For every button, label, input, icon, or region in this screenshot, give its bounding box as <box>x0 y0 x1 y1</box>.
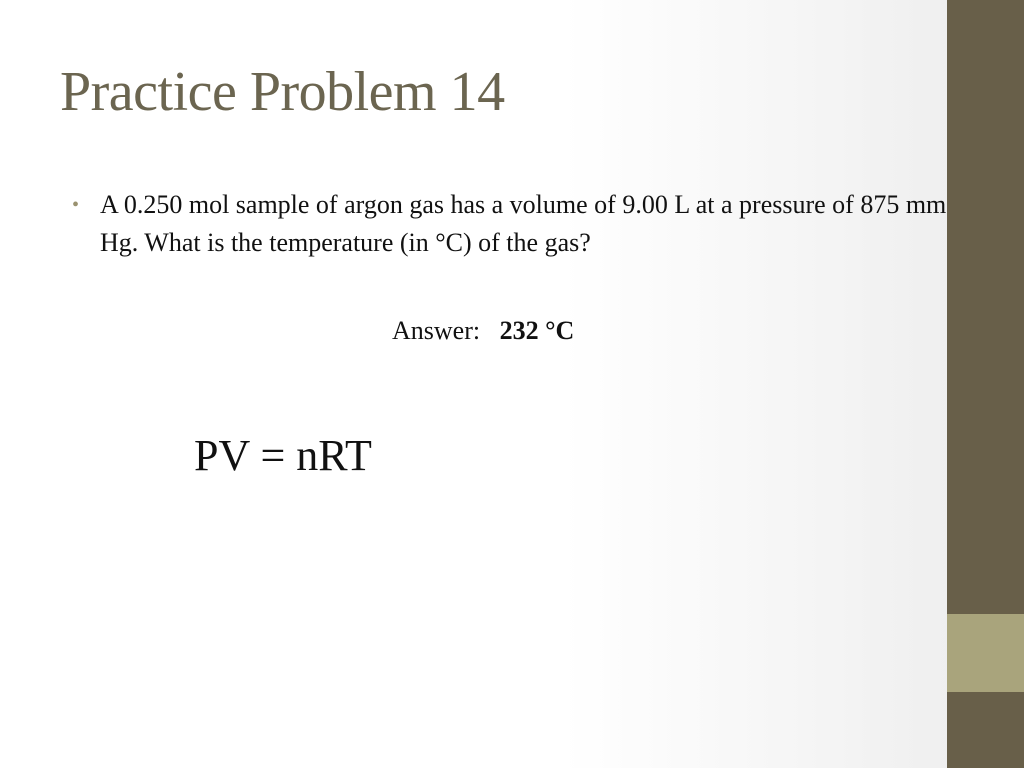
bullet-list <box>72 186 952 262</box>
bullet-marker: • <box>72 194 80 216</box>
bullet-text: A 0.250 mol sample of argon gas has a volume of 9.00 L at a pressure of 875 mm Hg. What is the temperature (in °C) of the gas? <box>100 190 947 257</box>
answer-line <box>392 312 574 350</box>
ideal-gas-equation: PV = nRT <box>194 431 372 480</box>
slide-title: Practice Problem 14 <box>60 61 505 123</box>
sidebar-dark-block-bottom <box>947 692 1024 768</box>
answer-label: Answer: <box>392 316 481 345</box>
sidebar-light-block <box>947 614 1024 692</box>
sidebar-dark-block-top <box>947 0 1024 614</box>
answer-value: 232 °C <box>499 316 575 345</box>
bullet-item <box>72 186 952 262</box>
decorative-sidebar <box>947 0 1024 768</box>
